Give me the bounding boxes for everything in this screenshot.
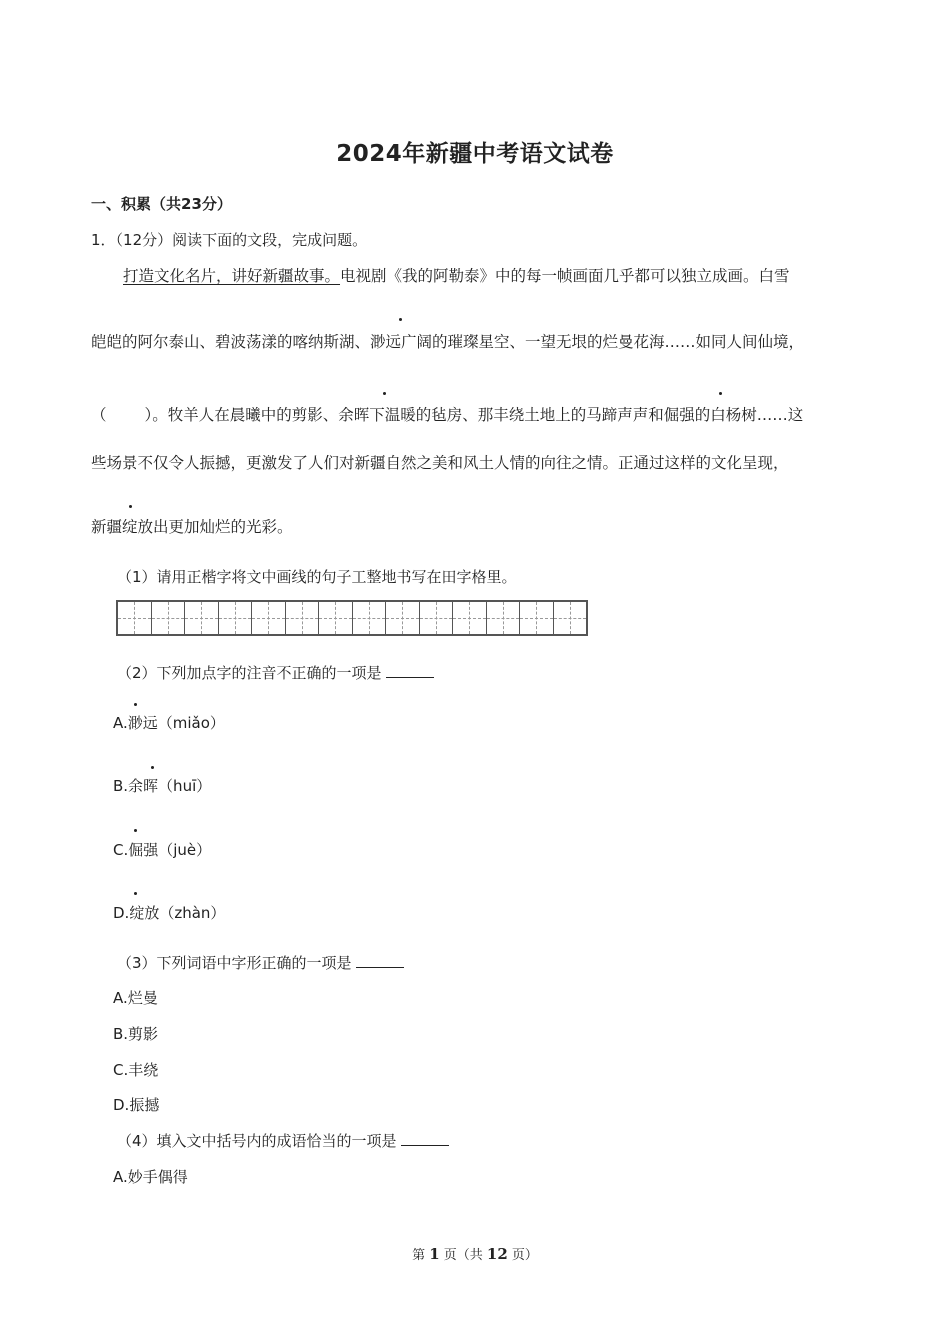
emphasis-dot bbox=[399, 318, 402, 321]
grid-cell[interactable] bbox=[286, 602, 320, 634]
grid-cell[interactable] bbox=[219, 602, 253, 634]
sub-question-1: （1）请用正楷字将文中画线的句子工整地书写在田字格里。 bbox=[117, 568, 517, 586]
grid-cell[interactable] bbox=[319, 602, 353, 634]
grid-cell[interactable] bbox=[554, 602, 587, 634]
emphasis-dot bbox=[134, 892, 137, 895]
emphasis-dot bbox=[134, 829, 137, 832]
sub-question-4: （4）填入文中括号内的成语恰当的一项是 bbox=[117, 1130, 449, 1151]
sub-question-2: （2）下列加点字的注音不正确的一项是 bbox=[117, 662, 434, 683]
option-b[interactable]: B.余晖（huī） bbox=[113, 777, 212, 795]
emphasis-dot bbox=[129, 505, 132, 508]
grid-cell[interactable] bbox=[386, 602, 420, 634]
grid-cell[interactable] bbox=[487, 602, 521, 634]
option-c[interactable]: C.倔强（juè） bbox=[113, 841, 212, 859]
passage-line-1 bbox=[91, 264, 861, 286]
page-footer: 第 1 页（共 12 页） bbox=[412, 1245, 538, 1263]
grid-cell[interactable] bbox=[118, 602, 152, 634]
option-b[interactable]: B.剪影 bbox=[113, 1025, 159, 1043]
underlined-sentence: 打造文化名片，讲好新疆故事。 bbox=[123, 267, 341, 285]
grid-cell[interactable] bbox=[252, 602, 286, 634]
passage-text: 电视剧《我的阿勒泰》中的每一帧画面几乎都可以独立成画。白雪 bbox=[340, 267, 790, 285]
sub-question-3: （3）下列词语中字形正确的一项是 bbox=[117, 952, 404, 973]
grid-cell[interactable] bbox=[520, 602, 554, 634]
option-c[interactable]: C.丰绕 bbox=[113, 1061, 159, 1079]
tianzige-grid[interactable] bbox=[116, 600, 588, 636]
grid-cell[interactable] bbox=[353, 602, 387, 634]
total-pages: 12 bbox=[486, 1245, 508, 1263]
emphasis-dot bbox=[719, 392, 722, 395]
question-stem: 1．（12分）阅读下面的文段，完成问题。 bbox=[91, 231, 368, 249]
answer-blank[interactable] bbox=[356, 966, 404, 968]
option-d[interactable]: D.绽放（zhàn） bbox=[113, 904, 226, 922]
grid-cell[interactable] bbox=[152, 602, 186, 634]
passage-line-5: 新疆绽放出更加灿烂的光彩。 bbox=[91, 518, 293, 536]
page-number: 1 bbox=[429, 1245, 440, 1263]
emphasis-dot bbox=[383, 392, 386, 395]
passage-text: ）。牧羊人在晨曦中的剪影、余晖下温暖的毡房、那丰绕土地上的马蹄声声和倔强的白杨树……这 bbox=[144, 406, 804, 424]
section-heading: 一、积累（共23分） bbox=[91, 195, 232, 213]
option-a[interactable]: A.妙手偶得 bbox=[113, 1168, 188, 1186]
option-a[interactable]: A.烂曼 bbox=[113, 989, 158, 1007]
option-a[interactable]: A.渺远（miǎo） bbox=[113, 714, 225, 732]
option-d[interactable]: D.振撼 bbox=[113, 1096, 160, 1114]
page-title: 2024年新疆中考语文试卷 bbox=[336, 141, 614, 167]
emphasis-dot bbox=[151, 766, 154, 769]
grid-cell[interactable] bbox=[420, 602, 454, 634]
answer-blank[interactable] bbox=[386, 676, 434, 678]
passage-line-3 bbox=[91, 403, 861, 425]
grid-cell[interactable] bbox=[453, 602, 487, 634]
passage-line-4: 些场景不仅令人振撼，更激发了人们对新疆自然之美和风土人情的向往之情。正通过这样的文化呈现， bbox=[91, 454, 789, 472]
emphasis-dot bbox=[134, 703, 137, 706]
grid-cell[interactable] bbox=[185, 602, 219, 634]
passage-line-2: 皑皑的阿尔泰山、碧波荡漾的喀纳斯湖、渺远广阔的璀璨星空、一望无垠的烂曼花海……如同人间仙境， bbox=[91, 333, 805, 351]
answer-blank[interactable] bbox=[401, 1144, 449, 1146]
paren-open: （ bbox=[91, 406, 107, 424]
